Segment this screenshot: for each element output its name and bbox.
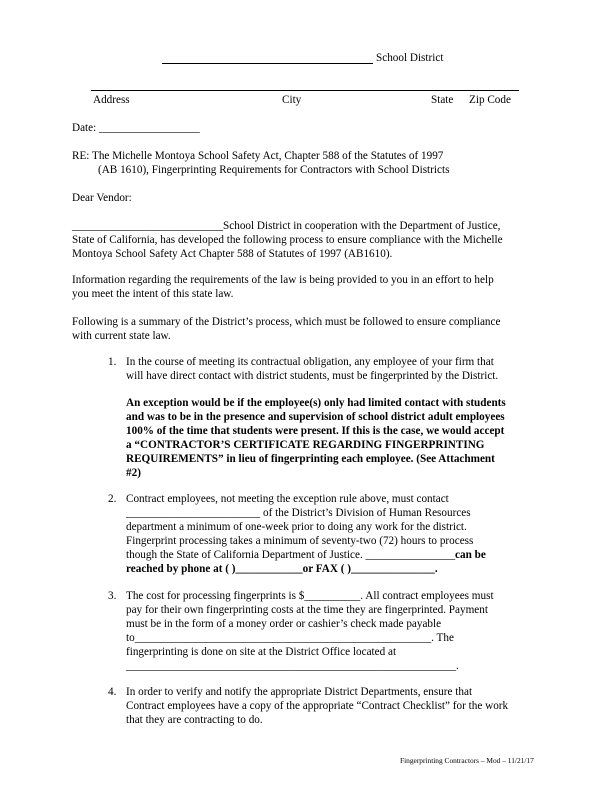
item-line: department a minimum of one-week prior to doing any work for the district. [126, 521, 467, 533]
item-line: fingerprinting is done on site at the District Office located at [126, 646, 397, 658]
item-line-mixed[interactable] [126, 548, 538, 562]
item-line: In order to verify and notify the appropriate District Departments, ensure that [126, 686, 473, 698]
state-label: State [431, 94, 454, 106]
item-line-plain: though the State of California Department of Justice. ________________ [126, 549, 456, 561]
item-line: that they are contracting to do. [126, 714, 263, 726]
address-blank[interactable] [91, 90, 519, 91]
item-line-bold: can be [455, 549, 486, 561]
phone-fax-line[interactable]: reached by phone at ( )____________or FAX ( )_______________. [126, 563, 438, 575]
exception-line: REQUIREMENTS” in lieu of fingerprinting each employee. (See Attachment [126, 453, 495, 465]
item-number: 1. [108, 356, 117, 368]
exception-notice [126, 396, 538, 480]
list-item-4 [126, 685, 538, 727]
item-line: must be in the form of a money order or cashier’s check made payable [126, 618, 442, 630]
exception-line: #2) [126, 467, 141, 479]
zip-code-label: Zip Code [469, 94, 511, 106]
item-line: Fingerprint processing takes a minimum of seventy-two (72) hours to process [126, 535, 474, 547]
item-line[interactable]: ________________________ of the District’s Division of Human Resources [126, 507, 471, 519]
exception-line: An exception would be if the employee(s) only had limited contact with students [126, 397, 506, 409]
city-label: City [282, 94, 302, 106]
list-item-1 [126, 355, 538, 383]
item-line: Contract employees have a copy of the appropriate “Contract Checklist” for the work [126, 700, 509, 712]
summary-line: Following is a summary of the District’s process, which must be followed to ensure compliance [72, 316, 501, 328]
item-number: 3. [108, 590, 117, 602]
address-label: Address [93, 94, 130, 106]
item-line[interactable]: ___________________________________________________________. [126, 660, 459, 672]
intro-line: State of California, has developed the following process to ensure compliance with the Michelle [72, 234, 503, 246]
item-number: 4. [108, 686, 117, 698]
info-line: you meet the intent of this state law. [72, 288, 234, 300]
intro-line: ___________________________School District in cooperation with the Department of Justice, [72, 220, 501, 232]
exception-line: 100% of the time that students were present. If this is the case, we would accept [126, 425, 505, 437]
intro-line: Montoya School Safety Act Chapter 588 of Statutes of 1997 (AB1610). [72, 248, 393, 260]
salutation: Dear Vendor: [72, 192, 132, 204]
item-line[interactable]: The cost for processing fingerprints is $__________. All contract employees must [126, 590, 494, 602]
item-line[interactable]: to_____________________________________________________. The [126, 632, 454, 644]
district-label: School District [376, 52, 444, 64]
district-name-blank[interactable] [162, 63, 373, 64]
exception-line: and was to be in the presence and supervision of school district adult employees [126, 411, 505, 423]
re-line-2: (AB 1610), Fingerprinting Requirements for Contractors with School Districts [98, 164, 450, 176]
item-line: Contract employees, not meeting the exception rule above, must contact [126, 493, 449, 505]
summary-line: with current state law. [72, 330, 171, 342]
item-line: will have direct contact with district students, must be fingerprinted by the District. [126, 370, 499, 382]
summary-paragraph [72, 315, 537, 343]
item-line: In the course of meeting its contractual obligation, any employee of your firm that [126, 356, 494, 368]
re-line-1: RE: The Michelle Montoya School Safety Act, Chapter 588 of the Statutes of 1997 [72, 150, 444, 162]
list-item-2 [126, 492, 538, 576]
date-field[interactable]: Date: __________________ [72, 122, 200, 134]
intro-paragraph [72, 219, 537, 261]
exception-line: a “CONTRACTOR’S CERTIFICATE REGARDING FINGERPRINTING [126, 439, 485, 451]
info-line: Information regarding the requirements of the law is being provided to you in an effort to help [72, 274, 494, 286]
page-footer: Fingerprinting Contractors – Mod – 11/21/17 [400, 756, 534, 765]
item-line: pay for their own fingerprinting costs at the time they are fingerprinted. Payment [126, 604, 488, 616]
info-paragraph [72, 273, 537, 301]
list-item-3 [126, 589, 538, 673]
item-number: 2. [108, 493, 117, 505]
